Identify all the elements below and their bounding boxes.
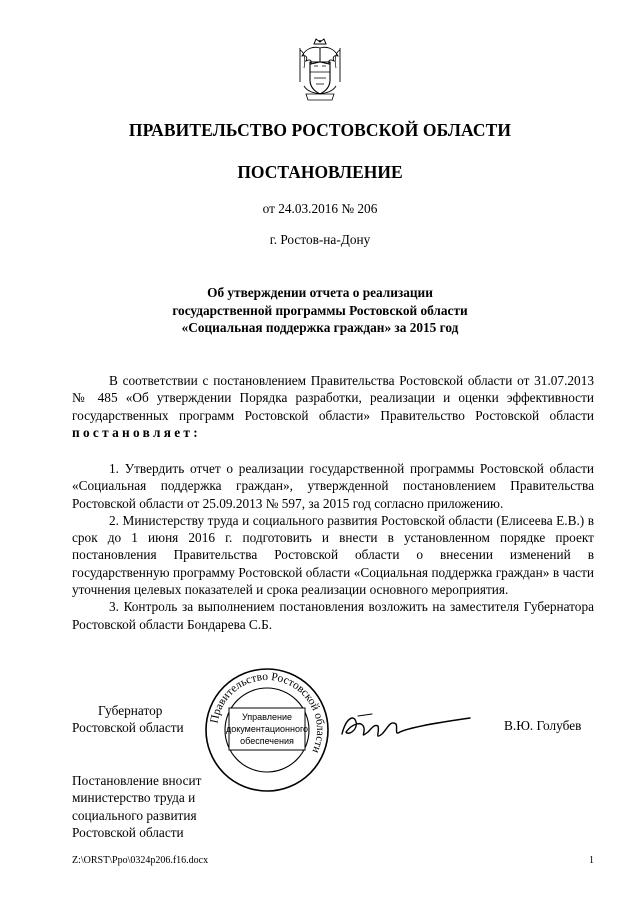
coat-of-arms-emblem <box>296 38 344 102</box>
decree-items <box>72 460 594 633</box>
note-line: Ростовской области <box>72 824 184 840</box>
stamp-line: Управление <box>241 712 293 722</box>
page-number: 1 <box>589 855 594 866</box>
stamp-ring-text: Правительство Ростовской области <box>208 670 327 755</box>
note-line: Постановление вносит <box>72 773 202 788</box>
subject-line: государственной программы Ростовской области <box>172 302 468 318</box>
signatory-title-line: Губернатор <box>98 703 163 718</box>
city-line: г. Ростов-на-Дону <box>269 232 371 247</box>
signatory-title-line: Ростовской области <box>72 720 184 736</box>
subject-line: Об утверждении отчета о реализации <box>207 285 433 300</box>
submitted-by-note <box>72 772 232 841</box>
document-type-title: ПОСТАНОВЛЕНИЕ <box>237 162 403 182</box>
date-and-number: от 24.03.2016 № 206 <box>262 201 378 216</box>
note-line: министерство труда и <box>72 790 196 806</box>
footer-file-path: Z:\ORST\Ppo\0324p206.f16.docx <box>72 855 209 866</box>
resolves-word: постановляет: <box>72 424 201 440</box>
decree-item: 2. Министерству труда и социального развития Ростовской области (Елисеева Е.В.) в срок до 1 июня 2016 г. подготовить и внести в установленном порядке проект постановления Правительства Ростовской области о внесении изменений в государственную программу Ростовской области «Социальная поддержка граждан» в части уточнения целевых показателей и срока реализации основного мероприятия. <box>72 512 594 598</box>
subject-line: «Социальная поддержка граждан» за 2015 год <box>181 320 459 335</box>
stamp-line: обеспечения <box>240 736 294 746</box>
government-title: ПРАВИТЕЛЬСТВО РОСТОВСКОЙ ОБЛАСТИ <box>128 120 512 140</box>
note-line: социального развития <box>72 807 197 823</box>
decree-item: 3. Контроль за выполнением постановления возложить на заместителя Губернатора Ростовской области Бондарева С.Б. <box>72 599 594 632</box>
decree-item: 1. Утвердить отчет о реализации государственной программы Ростовской области «Социальная поддержка граждан», утвержденной постановлением Правительства Ростовской области от 25.09.2013 № 597, за 2015 год согласно приложению. <box>72 461 594 511</box>
signatory-title <box>72 702 212 737</box>
stamp-line: документационного <box>225 724 309 734</box>
preamble-paragraph <box>72 372 594 441</box>
decree-subject <box>0 284 640 337</box>
signatory-name: В.Ю. Голубев <box>504 718 582 733</box>
preamble-text: В соответствии с постановлением Правительства Ростовской области от 31.07.2013 № 485 «Об утверждении Порядка разработки, реализации и оценки эффективности государственных программ Ростовской области» Правительство Ростовской области <box>72 373 594 423</box>
handwritten-signature <box>338 706 474 748</box>
